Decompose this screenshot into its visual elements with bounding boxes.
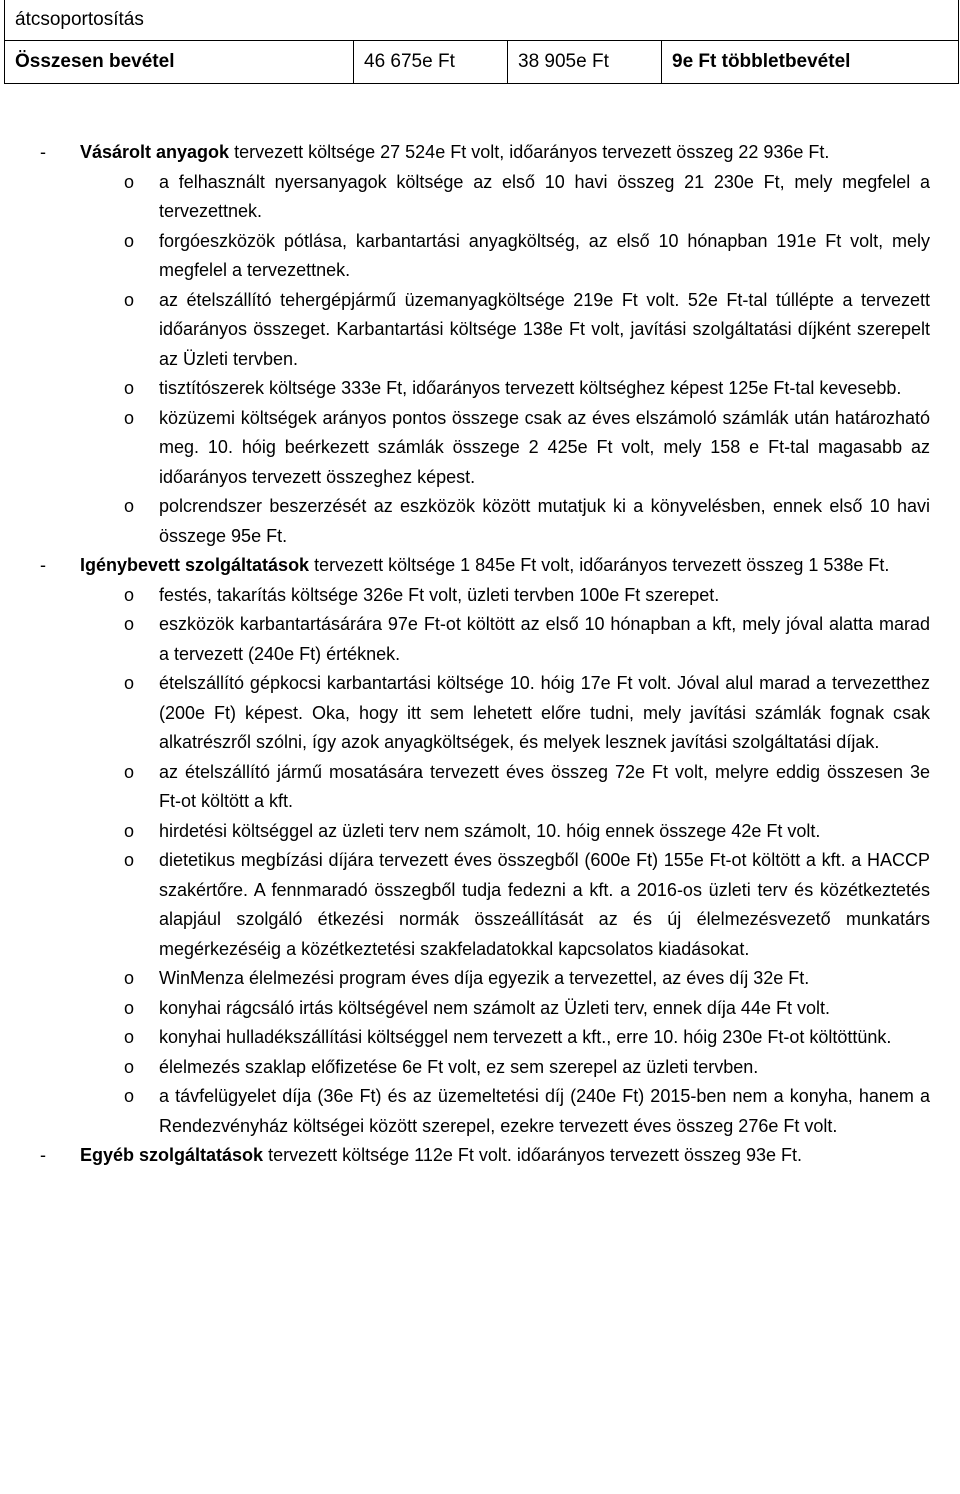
list-item-text [159, 817, 930, 847]
item-text: élelmezés szaklap előfizetése 6e Ft volt, ez sem szerepel az üzleti tervben. [159, 1056, 759, 1077]
circle-bullet: o [124, 230, 135, 251]
list-item-text [159, 1023, 930, 1053]
circle-bullet: o [124, 968, 135, 988]
list-item [0, 610, 960, 669]
table-cell-result: 9e Ft többletbevétel [662, 41, 959, 84]
item-text: ételszállító gépkocsi karbantartási költsége 10. hóig 17e Ft volt. Jóval alul marad a tervezetthez (200e Ft) képest. Oka, hogy itt sem lehetett előre tudni, mely javítási számlák fognak csak alkatrészről szólni, így azok anyagköltségek, és melyek lesznek javítási szolgáltatási díjak. [159, 673, 930, 752]
list-item-text [159, 1053, 930, 1083]
document-body [0, 138, 960, 1171]
item-text: a felhasznált nyersanyagok költsége az első 10 havi összeg 21 230e Ft, mely megfelel a tervezettnek. [159, 171, 930, 221]
table-cell-regrouping: átcsoportosítás [5, 0, 959, 41]
list-item-text [80, 1141, 930, 1171]
list-item [0, 964, 960, 994]
list-item-text [159, 964, 930, 994]
list-item-text [159, 846, 930, 964]
circle-bullet: o [124, 584, 135, 605]
list-item-category [0, 551, 960, 581]
item-text: tisztítószerek költsége 333e Ft, időarányos tervezett költséghez képest 125e Ft-tal kevesebb. [159, 378, 902, 398]
circle-bullet: o [124, 761, 135, 782]
item-text: tervezett költsége 112e Ft volt. időarányos tervezett összeg 93e Ft. [263, 1145, 803, 1165]
circle-bullet: o [124, 1056, 135, 1077]
item-text: hirdetési költséggel az üzleti terv nem számolt, 10. hóig ennek összege 42e Ft volt. [159, 820, 821, 841]
circle-bullet: o [124, 171, 135, 192]
item-text: eszközök karbantartásárára 97e Ft-ot költött az első 10 hónapban a kft, mely jóval alatta marad a tervezett (240e Ft) értéknek. [159, 614, 930, 664]
circle-bullet: o [124, 614, 135, 634]
dash-bullet: - [40, 142, 46, 162]
circle-bullet: o [124, 820, 135, 841]
list-item-text [159, 492, 930, 551]
list-item [0, 581, 960, 611]
item-text: polcrendszer beszerzését az eszközök között mutatjuk ki a könyvelésben, ennek első 10 havi összege 95e Ft. [159, 496, 930, 546]
list-item [0, 758, 960, 817]
list-item-text [80, 551, 930, 581]
item-text: tervezett költsége 1 845e Ft volt, időarányos tervezett összeg 1 538e Ft. [309, 555, 890, 575]
list-item-text [159, 1082, 930, 1141]
table-cell-planned: 46 675e Ft [354, 41, 508, 84]
item-text: az ételszállító jármű mosatására tervezett éves összeg 72e Ft volt, melyre eddig összesen 3e Ft-ot költött a kft. [159, 761, 930, 811]
list-item-text [80, 138, 930, 168]
item-text: konyhai hulladékszállítási költséggel nem tervezett a kft., erre 10. hóig 230e Ft-ot költöttünk. [159, 1027, 892, 1047]
list-item-text [159, 994, 930, 1024]
category-label: Egyéb szolgáltatások [80, 1145, 264, 1165]
table-cell-actual: 38 905e Ft [508, 41, 662, 84]
circle-bullet: o [124, 850, 135, 870]
table-row [5, 41, 959, 84]
list-item-text [159, 758, 930, 817]
list-item-text [159, 227, 930, 286]
item-text: az ételszállító tehergépjármű üzemanyagköltsége 219e Ft volt. 52e Ft-tal túllépte a tervezett időarányos összeget. Karbantartási költsége 138e Ft volt, javítási szolgáltatási díjként szerepelt az Üzleti tervben. [159, 289, 930, 369]
item-text: a távfelügyelet díja (36e Ft) és az üzemeltetési díj (240e Ft) 2015-ben nem a konyha, hanem a Rendezvényház költségei között szerepel, ezekre tervezett éves összeg 276e Ft volt. [159, 1086, 930, 1136]
item-text: festés, takarítás költsége 326e Ft volt, üzleti tervben 100e Ft szerepet. [159, 584, 720, 605]
item-text: konyhai rágcsáló irtás költségével nem számolt az Üzleti terv, ennek díja 44e Ft volt. [159, 997, 830, 1018]
item-text: dietetikus megbízási díjára tervezett éves összegből (600e Ft) 155e Ft-ot költött a kft. a HACCP szakértőre. A fennmaradó összegből tudja fedezni a kft. a 2016-os üzleti terv és közétkeztetés alapjául szolgáló étkezési normák összeállítását az és új élelmezésvezető munkatárs megérkezéséig a közétkeztetési szakfeladatokkal kapcsolatos kiadásokat. [159, 850, 930, 959]
category-label: Igénybevett szolgáltatások [80, 555, 310, 575]
list-item [0, 374, 960, 404]
list-item [0, 286, 960, 375]
dash-bullet: - [40, 555, 46, 575]
circle-bullet: o [124, 289, 135, 310]
list-item [0, 1053, 960, 1083]
list-item [0, 227, 960, 286]
circle-bullet: o [124, 997, 135, 1018]
item-text: tervezett költsége 27 524e Ft volt, időarányos tervezett összeg 22 936e Ft. [229, 142, 830, 162]
list-item [0, 404, 960, 493]
list-item-text [159, 168, 930, 227]
item-text: WinMenza élelmezési program éves díja egyezik a tervezettel, az éves díj 32e Ft. [159, 968, 810, 988]
circle-bullet: o [124, 378, 135, 398]
list-item-category [0, 1141, 960, 1171]
list-item-text [159, 374, 930, 404]
list-item [0, 669, 960, 758]
circle-bullet: o [124, 496, 135, 516]
circle-bullet: o [124, 673, 135, 693]
item-text: közüzemi költségek arányos pontos összege csak az éves elszámoló számlák után határozható meg. 10. hóig beérkezett számlák összege 2 425e Ft volt, mely 158 e Ft-tal magasabb az időarányos tervezett összeghez képest. [159, 407, 930, 487]
list-item [0, 168, 960, 227]
list-item-text [159, 610, 930, 669]
list-item-category [0, 138, 960, 168]
circle-bullet: o [124, 407, 135, 428]
list-item [0, 492, 960, 551]
category-label: Vásárolt anyagok [80, 142, 230, 162]
table-cell-total-income-label: Összesen bevétel [5, 41, 354, 84]
list-item [0, 1082, 960, 1141]
circle-bullet: o [124, 1086, 135, 1106]
item-text: forgóeszközök pótlása, karbantartási anyagköltség, az első 10 hónapban 191e Ft volt, mely megfelel a tervezettnek. [159, 230, 930, 280]
list-item-text [159, 669, 930, 758]
list-item-text [159, 404, 930, 493]
list-item [0, 846, 960, 964]
table-row [5, 0, 959, 41]
list-item-text [159, 286, 930, 375]
circle-bullet: o [124, 1027, 135, 1047]
dash-bullet: - [40, 1145, 46, 1165]
list-item [0, 817, 960, 847]
list-item [0, 994, 960, 1024]
list-item [0, 1023, 960, 1053]
summary-table [4, 0, 959, 84]
list-item-text [159, 581, 930, 611]
